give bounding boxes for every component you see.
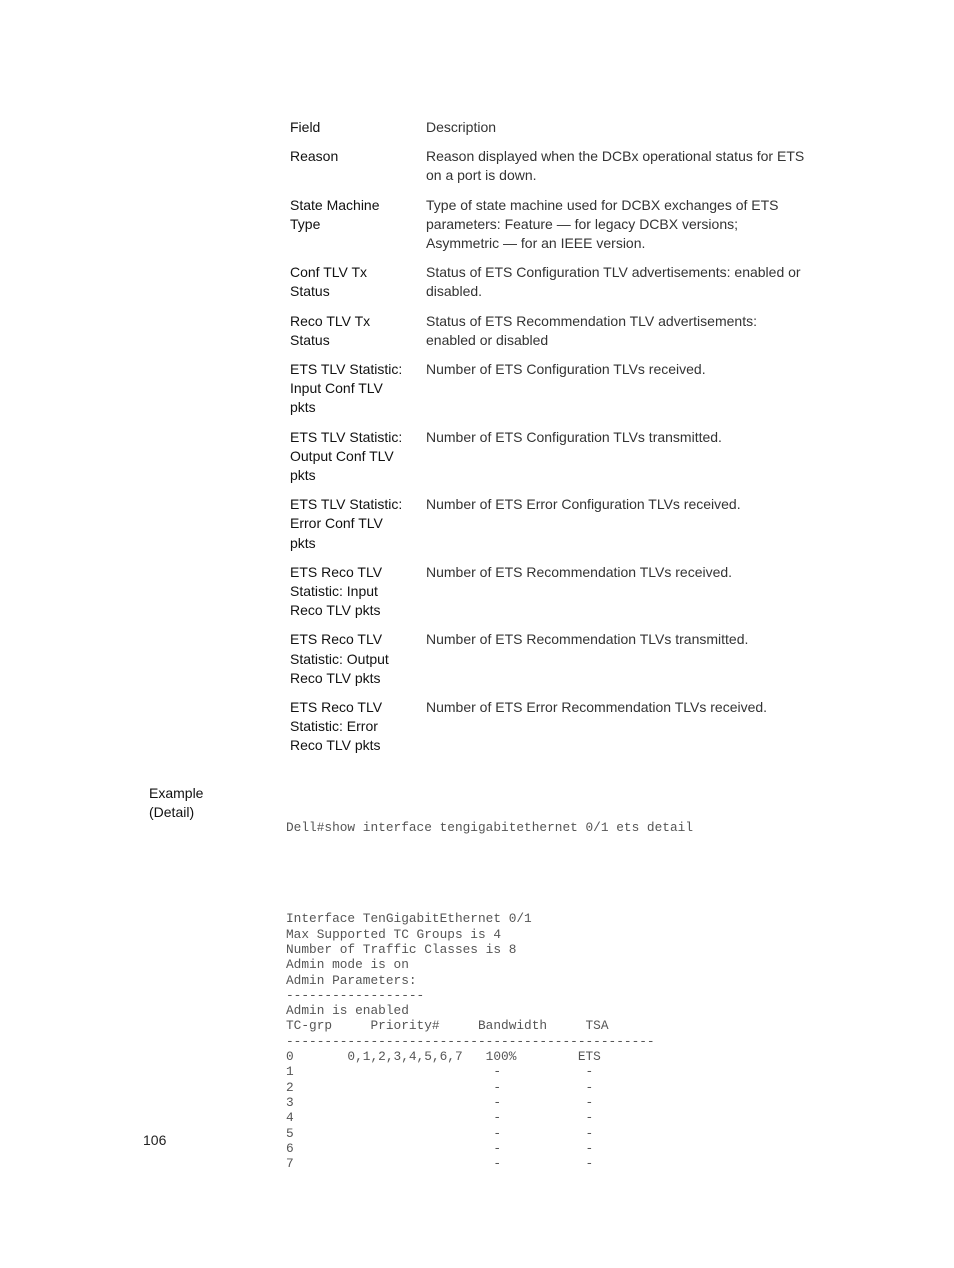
cli-command: Dell#show interface tengigabitethernet 0/1 ets detail xyxy=(286,819,694,835)
field-description-line: Number of ETS Configuration TLVs transmitted. xyxy=(426,428,722,445)
field-name xyxy=(290,350,426,418)
field-description-line: on a port is down. xyxy=(426,167,537,184)
field-name-line: Reco TLV pkts xyxy=(290,737,381,754)
page-number: 106 xyxy=(143,1132,167,1148)
field-name-line: Statistic: Input xyxy=(290,583,378,600)
field-name xyxy=(290,688,426,756)
field-description xyxy=(426,137,830,185)
field-name-line: pkts xyxy=(290,534,316,551)
field-name-line: State Machine xyxy=(290,196,380,213)
cli-output-line: Max Supported TC Groups is 4 xyxy=(286,926,502,942)
field-description-line: parameters: Feature — for legacy DCBX versions; xyxy=(426,215,739,232)
field-name-line: Status xyxy=(290,283,330,300)
field-name-line: Error Conf TLV xyxy=(290,515,383,532)
field-name xyxy=(290,253,426,301)
field-description-table xyxy=(290,118,830,756)
field-description-line: enabled or disabled xyxy=(426,331,549,348)
field-description-line: Number of ETS Recommendation TLVs received. xyxy=(426,563,733,580)
table-row xyxy=(290,350,830,418)
table-row xyxy=(290,620,830,688)
cli-output-line: 3 - - xyxy=(286,1094,594,1110)
example-label-line: (Detail) xyxy=(149,804,195,821)
field-name-line: ETS Reco TLV xyxy=(290,563,383,580)
field-description-line: disabled. xyxy=(426,283,483,300)
field-description-line: Reason displayed when the DCBx operational status for ETS xyxy=(426,148,805,165)
field-name xyxy=(290,186,426,254)
table-row xyxy=(290,253,830,301)
field-name xyxy=(290,620,426,688)
cli-output-line: 0 0,1,2,3,4,5,6,7 100% ETS xyxy=(286,1049,601,1065)
table-row xyxy=(290,418,830,486)
field-name-line: Conf TLV Tx xyxy=(290,264,368,281)
cli-output-line: ------------------ xyxy=(286,987,425,1003)
field-name-line: pkts xyxy=(290,467,316,484)
header-description: Description xyxy=(426,119,497,135)
field-name-line: ETS TLV Statistic: xyxy=(290,428,403,445)
field-name xyxy=(290,553,426,621)
field-description xyxy=(426,418,830,486)
field-name-line: Statistic: Error xyxy=(290,718,378,735)
field-description xyxy=(426,350,830,418)
table-row xyxy=(290,553,830,621)
example-label-line: Example xyxy=(149,785,204,801)
cli-output xyxy=(286,911,693,1171)
field-description xyxy=(426,553,830,621)
field-description-line: Status of ETS Recommendation TLV advertisements: xyxy=(426,312,757,329)
field-name-line: Statistic: Output xyxy=(290,650,389,667)
table-row xyxy=(290,688,830,756)
field-name-line: Status xyxy=(290,331,330,348)
cli-output-line: 6 - - xyxy=(286,1140,594,1156)
field-description-line: Asymmetric — for an IEEE version. xyxy=(426,235,646,252)
field-name xyxy=(290,418,426,486)
field-description-line: Number of ETS Configuration TLVs received. xyxy=(426,361,706,378)
field-name-line: Type xyxy=(290,215,321,232)
field-name xyxy=(290,302,426,350)
field-name-line: Reco TLV Tx xyxy=(290,312,371,329)
cli-output-line: Admin mode is on xyxy=(286,957,409,973)
field-name-line: Reason xyxy=(290,148,339,165)
cli-output-line: Number of Traffic Classes is 8 xyxy=(286,941,517,957)
header-field: Field xyxy=(290,119,321,135)
field-name-line: Output Conf TLV xyxy=(290,447,394,464)
cli-output-line: ------------------------------------------------ xyxy=(286,1033,655,1049)
cli-output-line: 4 - - xyxy=(286,1110,594,1126)
table-header-row xyxy=(290,118,830,137)
field-description xyxy=(426,620,830,688)
cli-output-line: 7 - - xyxy=(286,1156,594,1172)
field-description xyxy=(426,302,830,350)
cli-output-line: TC-grp Priority# Bandwidth TSA xyxy=(286,1018,609,1034)
field-description-line: Type of state machine used for DCBX exchanges of ETS xyxy=(426,196,779,213)
field-name-line: Reco TLV pkts xyxy=(290,669,381,686)
field-name-line: ETS Reco TLV xyxy=(290,631,383,648)
cli-output-line: 5 - - xyxy=(286,1125,594,1141)
cli-output-line: Interface TenGigabitEthernet 0/1 xyxy=(286,911,532,927)
field-description-line: Status of ETS Configuration TLV advertisements: enabled or xyxy=(426,264,801,281)
example-label xyxy=(149,784,203,822)
field-description xyxy=(426,186,830,254)
field-description-line: Number of ETS Recommendation TLVs transmitted. xyxy=(426,631,749,648)
cli-example xyxy=(286,789,693,1187)
field-name-line: Input Conf TLV xyxy=(290,380,383,397)
field-name-line: ETS TLV Statistic: xyxy=(290,361,403,378)
field-name xyxy=(290,137,426,185)
field-description xyxy=(426,253,830,301)
table-row xyxy=(290,137,830,185)
cli-output-line: Admin is enabled xyxy=(286,1003,409,1019)
field-description-line: Number of ETS Error Recommendation TLVs received. xyxy=(426,699,768,716)
field-name xyxy=(290,485,426,553)
cli-output-line: Admin Parameters: xyxy=(286,972,417,988)
cli-output-line: 1 - - xyxy=(286,1064,594,1080)
field-name-line: ETS Reco TLV xyxy=(290,699,383,716)
field-description-line: Number of ETS Error Configuration TLVs received. xyxy=(426,496,741,513)
field-name-line: pkts xyxy=(290,399,316,416)
field-name-line: Reco TLV pkts xyxy=(290,602,381,619)
table-row xyxy=(290,485,830,553)
table-row xyxy=(290,186,830,254)
field-description xyxy=(426,688,830,756)
cli-output-line: 2 - - xyxy=(286,1079,594,1095)
table-row xyxy=(290,302,830,350)
field-name-line: ETS TLV Statistic: xyxy=(290,496,403,513)
field-description xyxy=(426,485,830,553)
